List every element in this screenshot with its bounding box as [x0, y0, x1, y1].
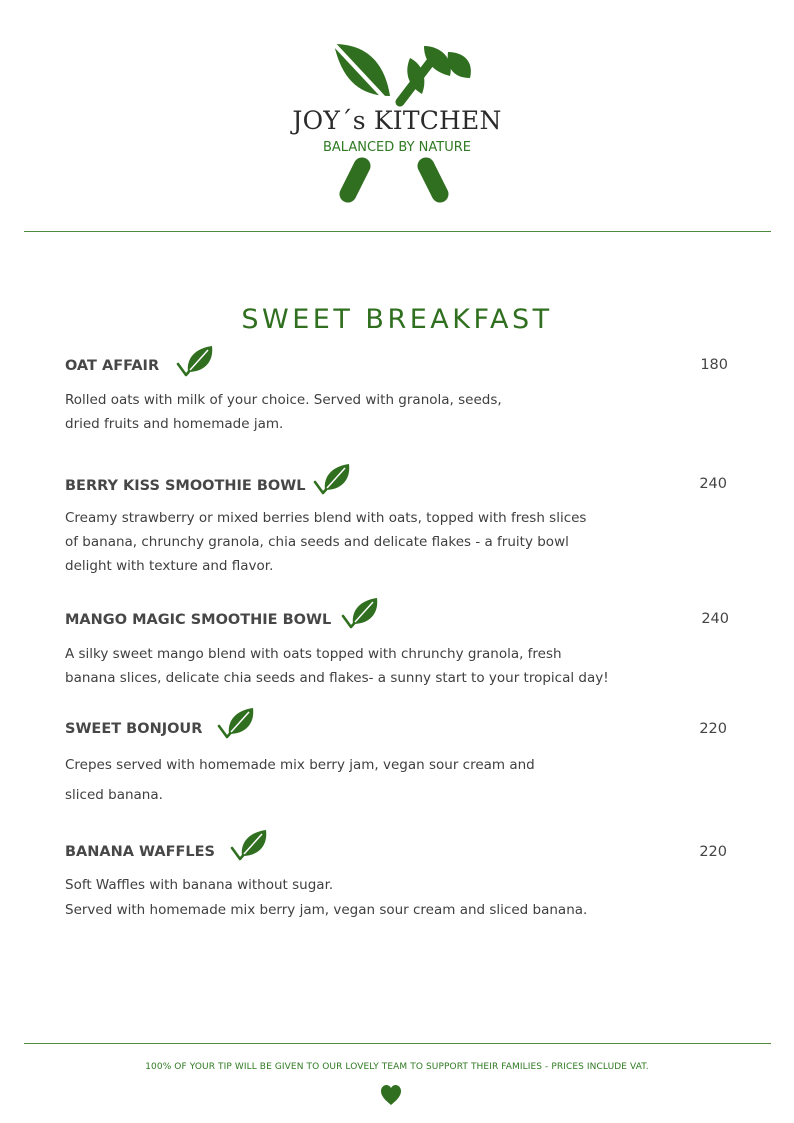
description-line: dried fruits and homemade jam.	[65, 416, 284, 432]
leaf-check-icon	[230, 828, 270, 862]
leaf-check-icon	[341, 596, 381, 630]
description-line: of banana, chrunchy granola, chia seeds and delicate flakes - a fruity bowl	[65, 534, 569, 550]
heart-icon	[380, 1084, 402, 1106]
brand-tagline: BALANCED BY NATURE	[323, 140, 471, 155]
item-name: SWEET BONJOUR	[65, 721, 203, 737]
description-line: banana slices, delicate chia seeds and flakes- a sunny start to your tropical day!	[65, 670, 609, 686]
item-description	[65, 873, 625, 923]
item-description	[65, 388, 625, 436]
description-line: Served with homemade mix berry jam, vegan sour cream and sliced banana.	[65, 902, 588, 918]
item-price: 220	[699, 721, 727, 737]
item-description	[65, 642, 625, 690]
item-description	[65, 750, 625, 810]
leaf-check-icon	[176, 344, 216, 378]
description-line: Soft Waffles with banana without sugar.	[65, 877, 334, 893]
item-name: MANGO MAGIC SMOOTHIE BOWL	[65, 612, 332, 628]
item-price: 220	[699, 844, 727, 860]
item-price: 240	[701, 611, 729, 627]
leaf-check-icon	[217, 706, 257, 740]
item-name: BERRY KISS SMOOTHIE BOWL	[65, 478, 306, 494]
item-description	[65, 506, 625, 578]
item-price: 180	[700, 357, 728, 373]
description-line: delight with texture and flavor.	[65, 558, 274, 574]
top-divider	[24, 231, 771, 232]
description-line: Creamy strawberry or mixed berries blend with oats, topped with fresh slices	[65, 510, 587, 526]
bottom-divider	[24, 1043, 771, 1044]
leaf-check-icon	[313, 462, 353, 496]
description-line: sliced banana.	[65, 787, 163, 803]
description-line: A silky sweet mango blend with oats topped with chrunchy granola, fresh	[65, 646, 562, 662]
section-title: SWEET BREAKFAST	[241, 304, 553, 336]
item-price: 240	[699, 476, 727, 492]
brand-name: JOY´s KITCHEN	[292, 106, 502, 135]
description-line: Crepes served with homemade mix berry jam, vegan sour cream and	[65, 757, 535, 773]
item-name: BANANA WAFFLES	[65, 844, 215, 860]
footer-note: 100% OF YOUR TIP WILL BE GIVEN TO OUR LOVELY TEAM TO SUPPORT THEIR FAMILIES - PRICES INCLUDE VAT.	[145, 1062, 649, 1072]
description-line: Rolled oats with milk of your choice. Served with granola, seeds,	[65, 392, 502, 408]
item-name: OAT AFFAIR	[65, 358, 160, 374]
